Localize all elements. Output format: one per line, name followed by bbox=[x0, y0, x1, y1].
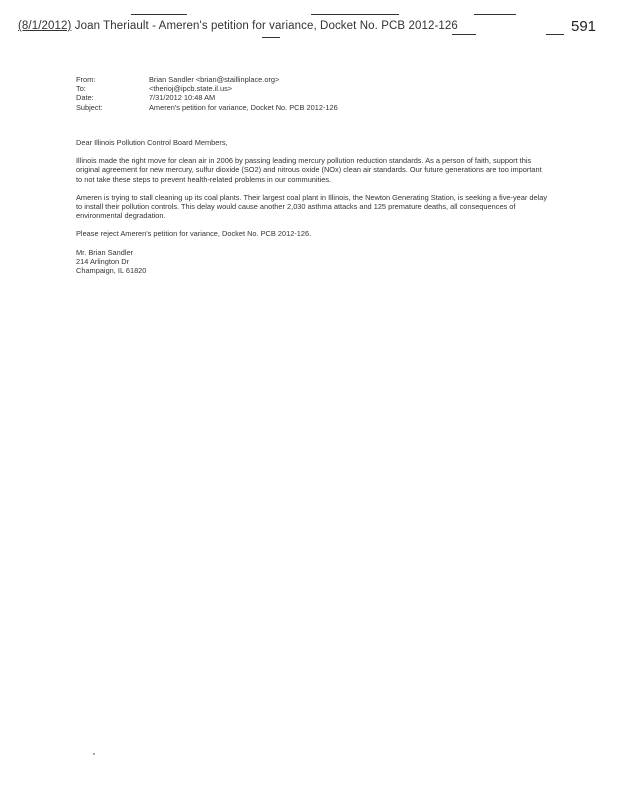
email-to-row bbox=[76, 84, 338, 93]
date-label: Date: bbox=[76, 93, 94, 103]
from-label: From: bbox=[76, 75, 96, 84]
header-rule bbox=[131, 14, 187, 15]
date-value: 7/31/2012 10:48 AM bbox=[149, 93, 216, 103]
header-rule bbox=[546, 34, 564, 35]
email-from-row bbox=[76, 75, 338, 84]
header-title: Joan Theriault - Ameren's petition for variance, Docket No. PCB 2012-126 bbox=[71, 20, 458, 32]
scan-artifact bbox=[93, 753, 95, 755]
email-headers bbox=[76, 75, 338, 112]
body-paragraph: Illinois made the right move for clean air in 2006 by passing leading mercury pollution reduction standards. As a person of faith, support this original agreement for new mercury, sulfur dioxide (SO2) and nitrous oxide (NOx) clean air standards. Our future generations are too important to not take these steps to prevent health-related problems in our communities. bbox=[76, 156, 542, 184]
signature-street: 214 Arlington Dr bbox=[76, 256, 129, 266]
signature-name: Mr. Brian Sandler bbox=[76, 247, 134, 257]
header-rule bbox=[474, 14, 516, 15]
subject-value: Ameren's petition for variance, Docket No. PCB 2012-126 bbox=[149, 102, 338, 112]
body-paragraph: Please reject Ameren's petition for variance, Docket No. PCB 2012-126. bbox=[76, 229, 312, 239]
body-paragraph: Ameren is trying to stall cleaning up its coal plants. Their largest coal plant in Illinois, the Newton Generating Station, is seeking a five-year delay to install their pollution controls. This delay would cause another 2,030 asthma attacks and 125 premature deaths, all consequences of environmental degradation. bbox=[76, 192, 548, 221]
signature-block bbox=[76, 248, 548, 276]
page-number: 591 bbox=[571, 18, 597, 35]
header-rule bbox=[262, 37, 280, 38]
email-body bbox=[76, 138, 548, 284]
header-rule bbox=[311, 14, 399, 15]
header-rule bbox=[452, 34, 476, 35]
to-value: <therioj@ipcb.state.il.us> bbox=[149, 84, 233, 94]
from-value: Brian Sandler <brian@staillinplace.org> bbox=[149, 75, 280, 84]
to-label: To: bbox=[76, 84, 86, 94]
document-header bbox=[18, 20, 458, 32]
greeting: Dear Illinois Pollution Control Board Members, bbox=[76, 138, 228, 147]
email-date-row bbox=[76, 93, 338, 102]
header-date: (8/1/2012) bbox=[18, 20, 72, 32]
email-subject-row bbox=[76, 103, 338, 112]
subject-label: Subject: bbox=[76, 102, 103, 112]
signature-city: Champaign, IL 61820 bbox=[76, 266, 147, 276]
